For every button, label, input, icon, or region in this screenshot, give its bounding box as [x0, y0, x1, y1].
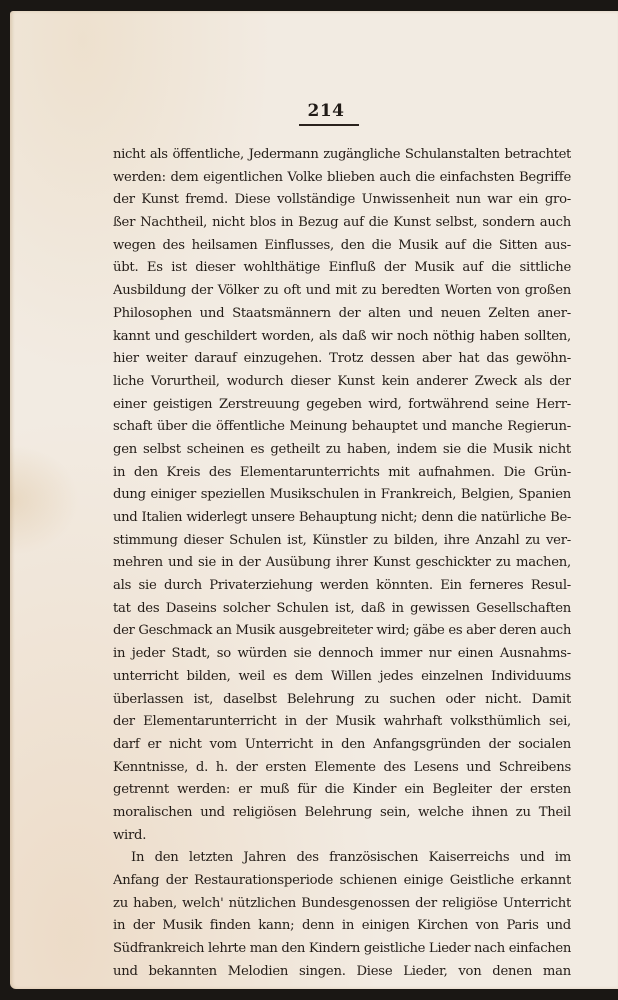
- text-line: mehren und sie in der Ausübung ihrer Kunst geschickter zu machen,: [113, 555, 571, 571]
- text-line: Kenntnisse, d. h. der ersten Elemente des Lesens und Schreibens: [113, 759, 571, 775]
- text-line: wird.: [113, 827, 147, 843]
- text-line: ßer Nachtheil, nicht blos in Bezug auf die Kunst selbst, sondern auch: [113, 215, 571, 231]
- body-text: [113, 144, 571, 983]
- text-line: wegen des heilsamen Einflusses, den die Musik auf die Sitten aus-: [113, 237, 571, 253]
- text-line: übt. Es ist dieser wohlthätige Einfluß der Musik auf die sittliche: [113, 260, 571, 276]
- text-line: einer geistigen Zerstreuung gegeben wird, fortwährend seine Herr-: [113, 396, 571, 412]
- text-line: unterricht bilden, weil es dem Willen jedes einzelnen Individuums: [113, 668, 571, 684]
- text-line: tat des Daseins solcher Schulen ist, daß in gewissen Gesellschaften: [113, 600, 571, 616]
- page-number: 214: [307, 101, 345, 121]
- page-number-rule: [299, 124, 359, 126]
- text-line: in jeder Stadt, so würden sie dennoch immer nur einen Ausnahms-: [113, 646, 571, 662]
- text-line: überlassen ist, daselbst Belehrung zu suchen oder nicht. Damit: [113, 691, 571, 707]
- text-line: in der Musik finden kann; denn in einigen Kirchen von Paris und: [113, 918, 571, 934]
- text-line: stimmung dieser Schulen ist, Künstler zu bilden, ihre Anzahl zu ver-: [113, 532, 571, 548]
- text-line: darf er nicht vom Unterricht in den Anfangsgründen der socialen: [113, 736, 571, 752]
- paragraph-first-line: In den letzten Jahren des französischen Kaiserreichs und im: [131, 850, 571, 866]
- text-line: gen selbst scheinen es getheilt zu haben, indem sie die Musik nicht: [113, 441, 571, 457]
- text-line: werden: dem eigentlichen Volke blieben auch die einfachsten Begriffe: [113, 169, 571, 185]
- text-line: hier weiter darauf einzugehen. Trotz dessen aber hat das gewöhn-: [113, 351, 571, 367]
- text-line: und Italien widerlegt unsere Behauptung nicht; denn die natürliche Be-: [113, 510, 571, 525]
- text-line: und bekannten Melodien singen. Diese Lieder, von denen man: [113, 963, 571, 979]
- text-line: der Geschmack an Musik ausgebreiteter wird; gäbe es aber deren auch: [113, 623, 571, 639]
- text-line: Philosophen und Staatsmännern der alten und neuen Zelten aner-: [113, 305, 571, 321]
- text-line: Anfang der Restaurationsperiode schienen einige Geistliche erkannt: [113, 873, 571, 888]
- text-line: getrennt werden: er muß für die Kinder ein Begleiter der ersten: [113, 782, 571, 798]
- text-line: liche Vorurtheil, wodurch dieser Kunst kein anderer Zweck als der: [113, 373, 571, 389]
- text-line: zu haben, welch' nützlichen Bundesgenossen der religiöse Unterricht: [113, 895, 571, 911]
- text-line: als sie durch Privaterziehung werden könnten. Ein ferneres Resul-: [113, 578, 571, 594]
- text-line: Südfrankreich lehrte man den Kindern geistliche Lieder nach einfachen: [113, 941, 571, 957]
- text-line: der Kunst fremd. Diese vollständige Unwissenheit nun war ein gro-: [113, 192, 571, 208]
- text-line: kannt und geschildert worden, als daß wir noch nöthig haben sollten,: [113, 328, 571, 344]
- text-line: Ausbildung der Völker zu oft und mit zu beredten Worten von großen: [113, 283, 571, 299]
- text-line: in den Kreis des Elementarunterrichts mit aufnahmen. Die Grün-: [113, 464, 571, 480]
- text-line: der Elementarunterricht in der Musik wahrhaft volksthümlich sei,: [113, 714, 571, 730]
- text-line: dung einiger speziellen Musikschulen in Frankreich, Belgien, Spanien: [113, 487, 571, 503]
- text-line: moralischen und religiösen Belehrung sein, welche ihnen zu Theil: [113, 804, 571, 820]
- text-line: nicht als öffentliche, Jedermann zugängliche Schulanstalten betrachtet: [113, 147, 571, 162]
- text-line: schaft über die öffentliche Meinung behauptet und manche Regierun-: [113, 419, 571, 435]
